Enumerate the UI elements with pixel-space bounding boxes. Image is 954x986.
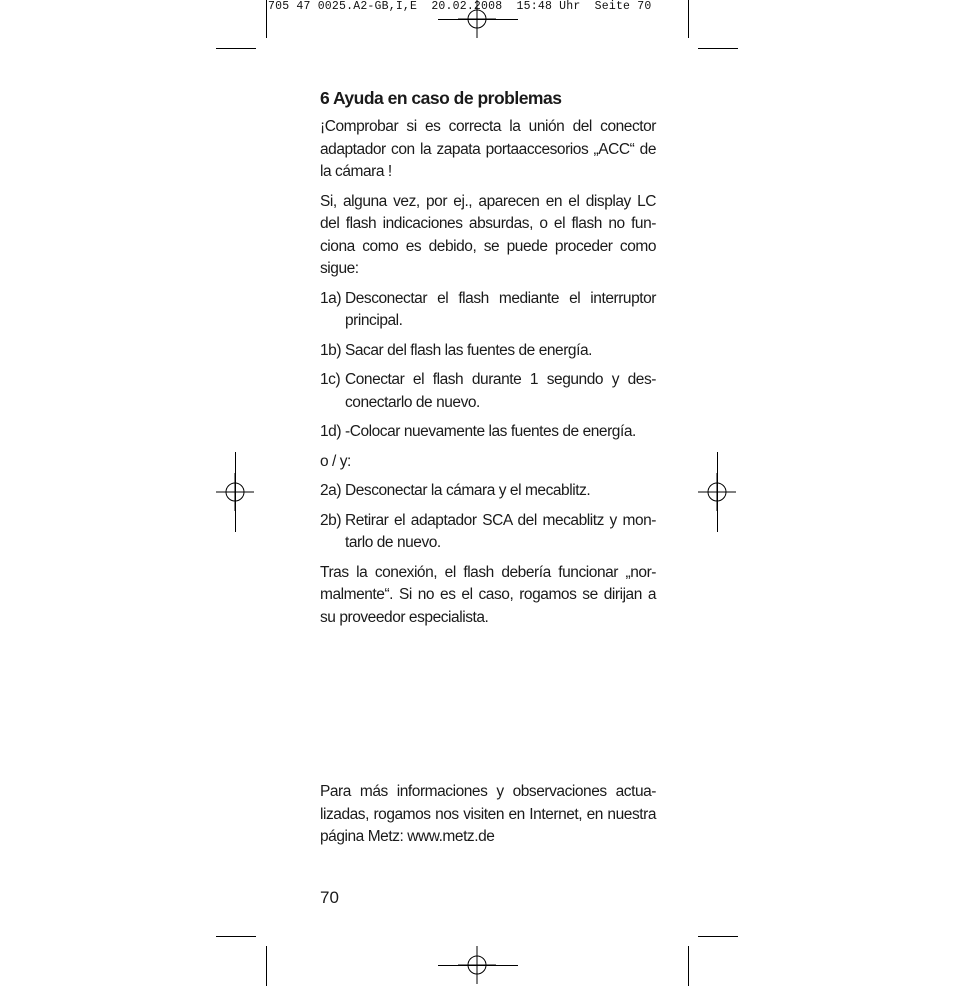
footer-note: Para más informaciones y observaciones actua-lizadas, rogamos nos visiten en Internet, en nuestra página Metz: www.metz.de xyxy=(320,783,656,845)
step-1a xyxy=(320,288,656,333)
step-number: 1b) xyxy=(320,341,342,359)
step-number: 1c) xyxy=(320,371,341,388)
registration-line-bottom xyxy=(438,965,518,966)
step-1b xyxy=(320,340,656,363)
registration-line-top xyxy=(438,19,518,20)
symptom-paragraph: Si, alguna vez, por ej., aparecen en el display LC del flash indicaciones absurdas, o el flash no fun-ciona como es debido, se puede proceder como sigue: xyxy=(320,192,656,277)
closing-paragraph: Tras la conexión, el flash debería funcionar „nor-malmente“. Si no es el caso, rogamos se dirijan a su proveedor especialista. xyxy=(320,563,656,626)
step-text: Desconectar la cámara y el mecablitz. xyxy=(345,482,591,499)
registration-line-left xyxy=(235,452,236,532)
crop-mark-bottom-right-h xyxy=(698,936,738,937)
registration-line-right xyxy=(717,452,718,532)
or-and-label: o / y: xyxy=(320,452,351,470)
step-1c xyxy=(320,369,656,414)
page-number: 70 xyxy=(320,888,339,907)
section-heading: 6 Ayuda en caso de problemas xyxy=(320,88,562,108)
printer-slug: 705 47 0025.A2-GB,I,E 20.02.2008 15:48 Uhr Seite 70 xyxy=(268,0,652,13)
crop-mark-top-left-v xyxy=(266,0,267,38)
intro-paragraph: ¡Comprobar si es correcta la unión del conector adaptador con la zapata portaaccesorios „ACC“ de la cámara ! xyxy=(320,118,656,180)
crop-mark-top-right-v xyxy=(688,0,689,38)
crop-mark-top-left-h xyxy=(216,48,256,49)
step-number: 1a) xyxy=(320,289,342,307)
step-text: Sacar del flash las fuentes de energía. xyxy=(345,341,592,359)
step-text: Conectar el flash durante 1 segundo y des-conectarlo de nuevo. xyxy=(345,371,656,411)
crop-mark-bottom-left-v xyxy=(266,946,267,986)
crop-mark-bottom-left-h xyxy=(216,936,256,937)
step-text: Retirar el adaptador SCA del mecablitz y mon-tarlo de nuevo. xyxy=(345,511,656,551)
page-content xyxy=(320,86,656,636)
step-number: 2a) xyxy=(320,482,342,499)
crop-mark-top-right-h xyxy=(698,48,738,49)
step-2a xyxy=(320,480,656,503)
step-2b xyxy=(320,510,656,555)
crop-mark-bottom-right-v xyxy=(688,946,689,986)
step-1d xyxy=(320,421,656,444)
step-text: Desconectar el flash mediante el interruptor principal. xyxy=(345,289,656,329)
step-number: 1d) xyxy=(320,423,342,440)
step-number: 2b) xyxy=(320,511,342,529)
step-text: -Colocar nuevamente las fuentes de energía. xyxy=(345,423,636,440)
